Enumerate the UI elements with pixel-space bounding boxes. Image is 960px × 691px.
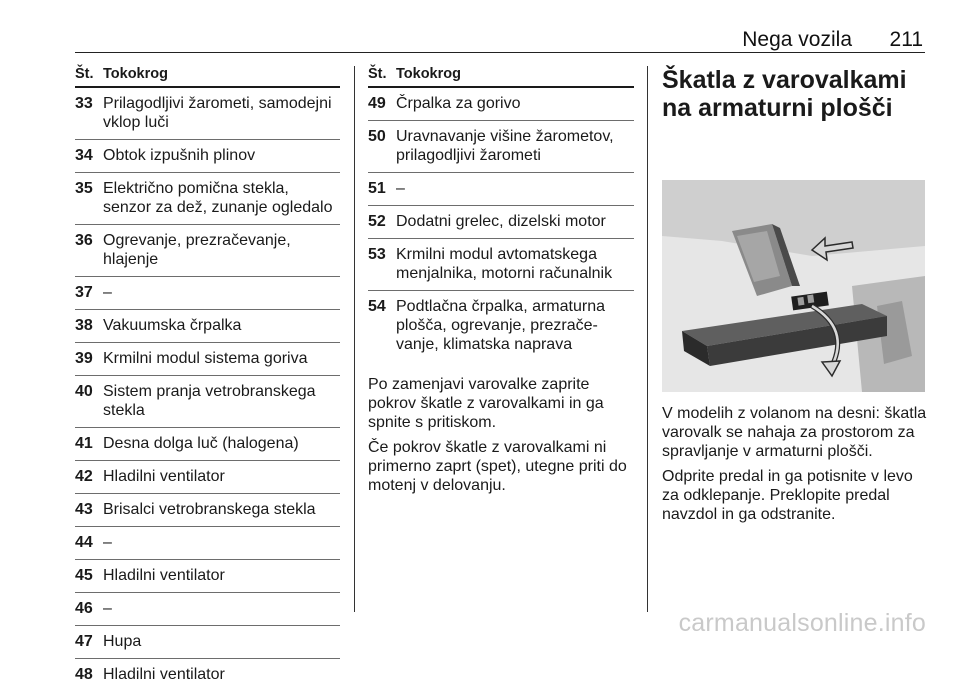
fuse-row — [75, 461, 340, 494]
fuse-number: 35 — [75, 180, 93, 197]
fuse-row — [75, 310, 340, 343]
running-header-title: Nega vozila — [742, 28, 852, 51]
fuse-circuit: Uravnavanje višine žarometov, prilagodljivi žarometi — [396, 128, 614, 164]
fuse-circuit: – — [103, 284, 112, 301]
fuse-number: 45 — [75, 567, 93, 584]
fuse-row — [368, 239, 634, 291]
page-number: 211 — [889, 28, 923, 51]
table-header-num: Št. — [75, 66, 94, 82]
fuse-circuit: Desna dolga luč (halogena) — [103, 435, 299, 452]
fuse-box-figure — [662, 136, 925, 392]
fuse-row — [75, 343, 340, 376]
fuse-box-illustration — [662, 136, 925, 392]
fuse-circuit: Prilagodljivi žarometi, samodejni vklop luči — [103, 95, 332, 131]
fuse-circuit: Dodatni grelec, dizelski motor — [396, 213, 606, 230]
table-header-item: Tokokrog — [103, 66, 168, 82]
fuse-row — [75, 376, 340, 428]
fuse-row — [368, 206, 634, 239]
fuse-number: 42 — [75, 468, 93, 485]
paragraph: Če pokrov škatle z varovalkami ni primerno zaprt (spet), utegne priti do motenj v delovanju. — [368, 439, 627, 494]
fuse-number: 40 — [75, 383, 93, 400]
fuse-circuit: Hladilni ventilator — [103, 468, 225, 485]
fuse-circuit: – — [396, 180, 405, 197]
fuse-circuit: Hladilni ventilator — [103, 666, 225, 683]
middle-text — [368, 375, 634, 495]
fuse-circuit: Brisalci vetrobranskega stekla — [103, 501, 316, 518]
fuse-number: 50 — [368, 128, 386, 145]
fuse-number: 54 — [368, 298, 386, 315]
fuse-circuit: Hupa — [103, 633, 142, 650]
table-header — [75, 66, 340, 88]
fuse-circuit: Črpalka za gorivo — [396, 95, 521, 112]
fuse-number: 33 — [75, 95, 93, 112]
right-column — [662, 66, 928, 530]
fuse-row — [75, 140, 340, 173]
fuse-number: 52 — [368, 213, 386, 230]
fuse-number: 43 — [75, 501, 93, 518]
fuse-number: 44 — [75, 534, 93, 551]
fuse-row — [75, 626, 340, 659]
fuse-number: 38 — [75, 317, 93, 334]
fuse-row — [75, 277, 340, 310]
fuse-circuit: Električno pomična stekla, senzor za dež, zunanje ogledalo — [103, 180, 333, 216]
fuse-row — [75, 494, 340, 527]
fuse-row — [75, 88, 340, 140]
paragraph: V modelih z volanom na desni: škatla varovalk se nahaja za prostorom za spravljanje v armaturni plošči. — [662, 405, 927, 460]
table-header-item: Tokokrog — [396, 66, 461, 82]
fuse-circuit: Ogrevanje, prezračevanje, hlajenje — [103, 232, 291, 268]
fuse-circuit: Krmilni modul sistema goriva — [103, 350, 308, 367]
middle-column — [368, 66, 634, 501]
section-title: Škatla z varovalkami na armaturni plošči — [662, 66, 907, 122]
fuse-row — [75, 225, 340, 277]
fuse-row — [75, 428, 340, 461]
fuse-row — [75, 659, 340, 691]
fuse-circuit: Krmilni modul avtomatskega menjalnika, motorni računalnik — [396, 246, 613, 282]
fuse-row — [75, 560, 340, 593]
table-header — [368, 66, 634, 88]
fuse-number: 53 — [368, 246, 386, 263]
header-rule — [75, 52, 925, 53]
fuse-row — [75, 173, 340, 225]
fuse-number: 41 — [75, 435, 93, 452]
fuse-circuit: – — [103, 534, 112, 551]
fuse-row — [368, 88, 634, 121]
fuse-circuit: Podtlačna črpalka, armaturna plošča, ogrevanje, prezrače-vanje, klimatska naprava — [396, 298, 605, 353]
fuse-number: 48 — [75, 666, 93, 683]
fuse-number: 46 — [75, 600, 93, 617]
fuse-number: 51 — [368, 180, 386, 197]
fuse-row — [75, 593, 340, 626]
fuse-number: 36 — [75, 232, 93, 249]
fuse-number: 34 — [75, 147, 93, 164]
fuse-row — [368, 291, 634, 361]
table-header-num: Št. — [368, 66, 387, 82]
watermark: carmanualsonline.info — [678, 609, 926, 637]
fuse-number: 47 — [75, 633, 93, 650]
fuse-number: 49 — [368, 95, 386, 112]
fuse-circuit: Hladilni ventilator — [103, 567, 225, 584]
fuse-number: 39 — [75, 350, 93, 367]
fuse-row — [368, 173, 634, 206]
paragraph: Odprite predal in ga potisnite v levo za odklepanje. Preklopite predal navzdol in ga odstranite. — [662, 468, 913, 523]
fuse-row — [368, 121, 634, 173]
fuse-circuit: Obtok izpušnih plinov — [103, 147, 256, 164]
fuse-circuit: – — [103, 600, 112, 617]
fuse-number: 37 — [75, 284, 93, 301]
paragraph: Po zamenjavi varovalke zaprite pokrov škatle z varovalkami in ga spnite s pritiskom. — [368, 376, 604, 431]
left-fuse-table — [75, 66, 340, 691]
column-divider-right — [647, 66, 648, 612]
column-divider-left — [354, 66, 355, 612]
fuse-row — [75, 527, 340, 560]
fuse-circuit: Sistem pranja vetrobranskega stekla — [103, 383, 316, 419]
fuse-circuit: Vakuumska črpalka — [103, 317, 242, 334]
